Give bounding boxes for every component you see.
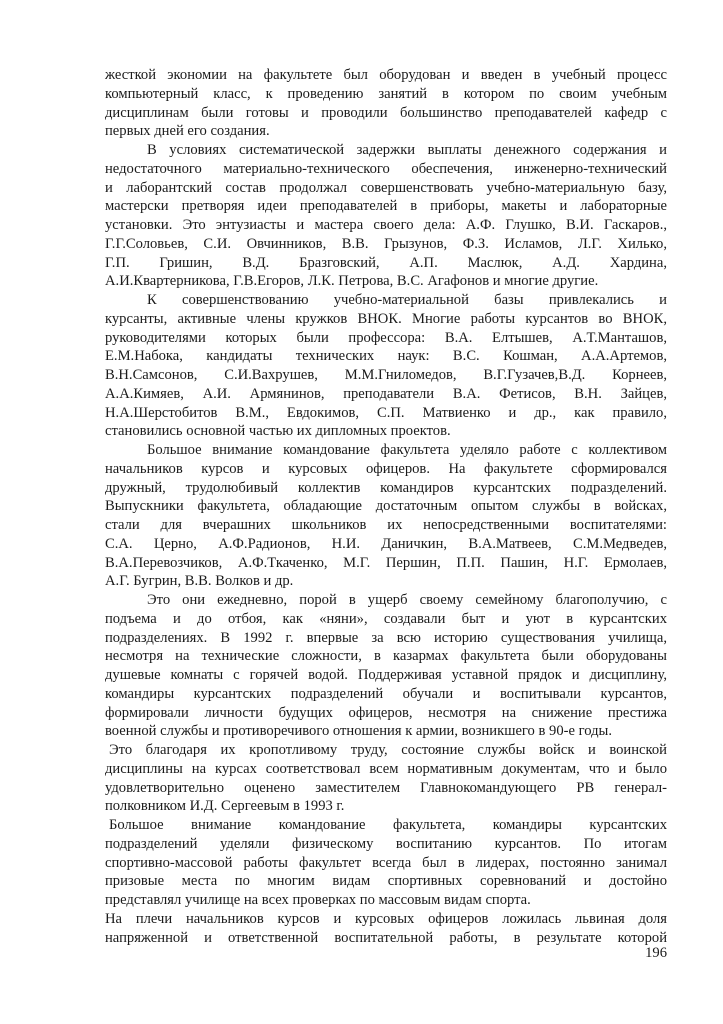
text-line: курсанты, активные члены кружков ВНОК. Многие работы курсантов во ВНОК,: [105, 310, 667, 327]
text-line: Н.А.Шерстобитов В.М., Евдокимов, С.П. Матвиенко и др., как правило,: [105, 404, 667, 421]
paragraph-educational-work: [105, 910, 667, 948]
text-line: В условиях систематической задержки выплаты денежного содержания и: [147, 142, 667, 158]
text-line: командиры курсантских подразделений обучали и воспитывали курсантов,: [105, 685, 667, 702]
text-line: жесткой экономии на факультете был оборудован и введен в учебный процесс: [105, 67, 667, 83]
paragraph-course-officers: [105, 441, 667, 591]
paragraph-sports: [105, 816, 667, 910]
paragraph-continuation: [105, 66, 667, 141]
text-line: душевые комнаты с горячей водой. Поддерживая уставной прядок и дисциплину,: [105, 667, 667, 683]
text-line: стали для вчерашних школьников их непосредственными воспитателями:: [105, 517, 667, 533]
text-line: К совершенствованию учебно-материальной базы привлекались и: [147, 292, 667, 308]
text-line: становились основной частью их дипломных проектов.: [105, 423, 451, 440]
paragraph-vnok: [105, 291, 667, 441]
text-line: подразделений уделяли физическому воспитанию курсантов. По итогам: [105, 835, 667, 852]
paragraph-lab-staff: [105, 141, 667, 291]
text-line: установки. Это энтузиасты и мастера своего дела: А.Ф. Глушко, В.И. Гаскаров.,: [105, 217, 667, 233]
text-line: Выпускники факультета, обладающие достаточным опытом службы в войсках,: [105, 498, 667, 515]
text-line: удовлетворительно оценено заместителем Главнокомандующего РВ генерал-: [105, 779, 667, 796]
page-number: 196: [645, 945, 667, 961]
text-line: первых дней его создания.: [105, 123, 270, 140]
text-line: и лаборантский состав продолжал совершенствовать учебно-материальную базу,: [105, 179, 667, 196]
text-line: С.А. Церно, А.Ф.Радионов, Н.И. Даничкин, В.А.Матвеев, С.М.Медведев,: [105, 535, 667, 552]
text-line: Это благодаря их кропотливому труду, состояние службы войск и воинской: [109, 742, 667, 758]
text-line: начальников курсов и курсовых офицеров. На факультете сформировался: [105, 460, 667, 477]
text-line: военной службы и противоречивого отношения к армии, возникшего в 90-е годы.: [105, 723, 612, 740]
text-line: компьютерный класс, к проведению занятий в котором по своим учебным: [105, 85, 667, 102]
paragraph-daily-life: [105, 591, 667, 741]
text-line: подразделениях. В 1992 г. впервые за всю историю существования училища,: [105, 629, 667, 646]
text-line: Большое внимание командование факультета уделяло работе с коллективом: [147, 442, 667, 458]
text-line: Г.П. Гришин, В.Д. Бразговский, А.П. Маслюк, А.Д. Хардина,: [105, 254, 667, 271]
paragraph-discipline: [105, 741, 667, 816]
text-line: Большое внимание командование факультета, командиры курсантских: [109, 817, 667, 833]
text-line: Е.М.Набока, кандидаты технических наук: В.С. Кошман, А.А.Артемов,: [105, 348, 667, 365]
text-line: несмотря на технические сложности, в казармах факультета были оборудованы: [105, 648, 667, 665]
text-line: полковником И.Д. Сергеевым в 1993 г.: [105, 798, 345, 815]
text-line: подъема и до отбоя, как «няни», создавали быт и уют в курсантских: [105, 610, 667, 627]
text-line: А.А.Кимяев, А.И. Армянинов, преподаватели В.А. Фетисов, В.Н. Зайцев,: [105, 385, 667, 402]
text-line: дисциплинам были готовы и проводили большинство преподавателей кафедр с: [105, 104, 667, 121]
text-line: формировали личности будущих офицеров, несмотря на снижение престижа: [105, 704, 667, 721]
text-line: мастерски претворяя идеи преподавателей в приборы, макеты и лабораторные: [105, 198, 667, 215]
text-line: призовые места по многим видам спортивных соревнований и достойно: [105, 873, 667, 890]
text-line: А.Г. Бугрин, В.В. Волков и др.: [105, 573, 294, 590]
text-line: Это они ежедневно, порой в ущерб своему семейному благополучию, с: [147, 592, 667, 608]
text-line: дружный, трудолюбивый коллектив командиров курсантских подразделений.: [105, 479, 667, 496]
text-line: Г.Г.Соловьев, С.И. Овчинников, В.В. Грызунов, Ф.З. Исламов, Л.Г. Хилько,: [105, 235, 667, 252]
text-line: дисциплины на курсах соответствовал всем нормативным документам, что и было: [105, 760, 667, 777]
body-text: [105, 66, 667, 947]
text-line: спортивно-массовой работы факультет всегда был в лидерах, постоянно занимал: [105, 854, 667, 871]
text-line: руководителями которых были профессора: В.А. Елтышев, А.Т.Манташов,: [105, 329, 667, 346]
text-line: На плечи начальников курсов и курсовых офицеров ложилась львиная доля: [105, 910, 667, 927]
text-line: представлял училище на всех проверках по массовым видам спорта.: [105, 892, 531, 908]
text-line: А.И.Квартерникова, Г.В.Егоров, Л.К. Петрова, В.С. Агафонов и многие другие.: [105, 273, 599, 290]
text-line: В.Н.Самсонов, С.И.Вахрушев, М.М.Гниломедов, В.Г.Гузачев,В.Д. Корнеев,: [105, 367, 667, 383]
text-line: В.А.Перевозчиков, А.Ф.Ткаченко, М.Г. Першин, П.П. Пашин, Н.Г. Ермолаев,: [105, 554, 667, 571]
text-line: напряженной и ответственной воспитательной работы, в результате которой: [105, 929, 667, 946]
text-line: недостаточного материально-технического обеспечения, инженерно-технический: [105, 160, 667, 177]
